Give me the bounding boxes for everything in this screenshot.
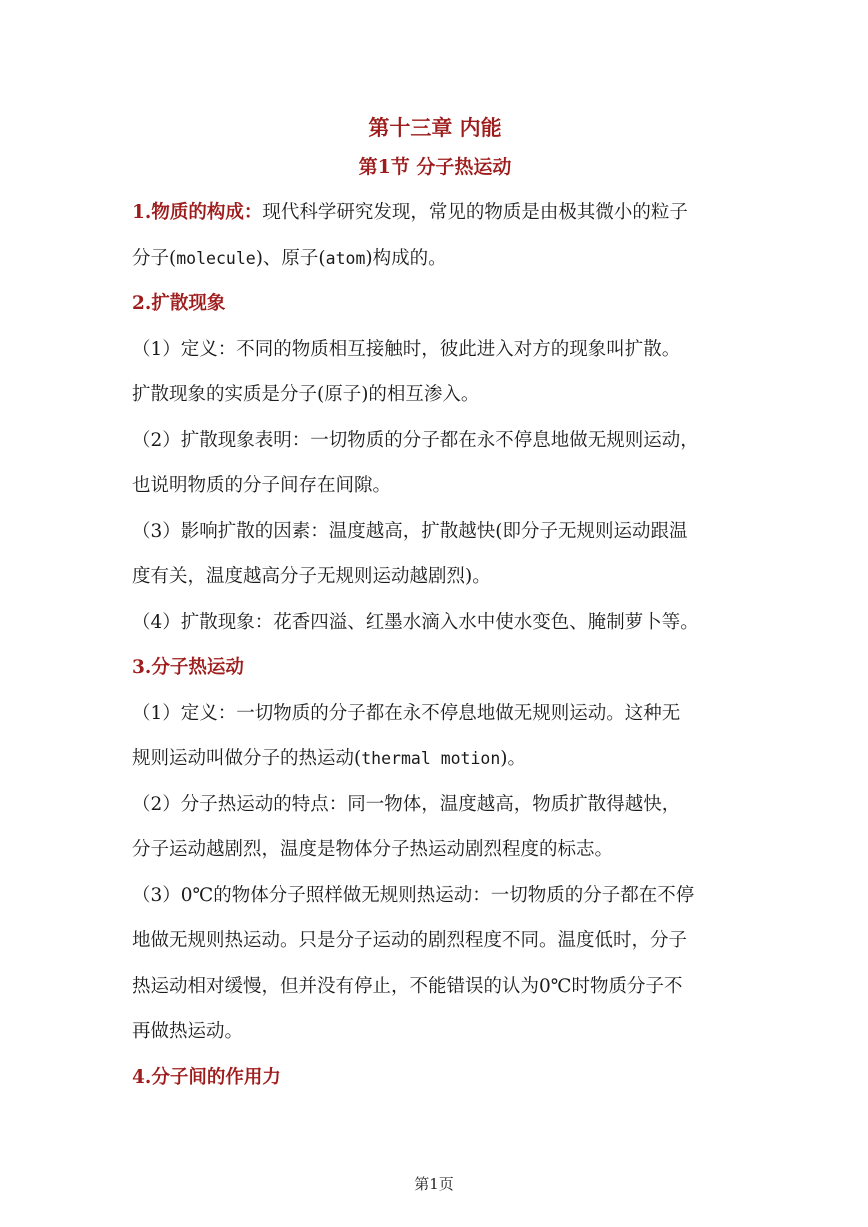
page-number: 第1页 <box>414 1175 454 1193</box>
line-text: 现代科学研究发现，常见的物质是由极其微小的粒子 <box>262 202 688 223</box>
paragraph-line: （2）分子热运动的特点：同一物体，温度越高，物质扩散得越快， <box>132 793 681 815</box>
paragraph-line <box>132 190 738 236</box>
paragraph-line: 扩散现象的实质是分子(原子)的相互渗入。 <box>132 384 480 405</box>
paragraph-line: 度有关，温度越高分子无规则运动越剧烈)。 <box>132 566 491 587</box>
term-atom: atom <box>325 248 366 268</box>
line-text: )、原子( <box>255 247 326 269</box>
line-text: )构成的。 <box>365 247 447 269</box>
paragraph-line: 再做热运动。 <box>132 1021 244 1042</box>
paragraph-line: 地做无规则热运动。只是分子运动的剧烈程度不同。温度低时，分子 <box>132 930 688 951</box>
heading-intermolecular-force: 4.分子间的作用力 <box>132 1066 281 1088</box>
paragraph-line: （1）定义：一切物质的分子都在永不停息地做无规则运动。这种无 <box>132 702 681 724</box>
paragraph-line: 分子运动越剧烈，温度是物体分子热运动剧烈程度的标志。 <box>132 839 614 860</box>
paragraph-line: （4）扩散现象：花香四溢、红墨水滴入水中使水变色、腌制萝卜等。 <box>132 611 699 633</box>
line-text: 分子( <box>132 247 177 269</box>
paragraph-line: （3）影响扩散的因素：温度越高，扩散越快(即分子无规则运动跟温 <box>132 520 688 542</box>
section-title: 第1节 分子热运动 <box>358 156 512 178</box>
document-content <box>132 112 738 1100</box>
paragraph-line <box>132 236 738 282</box>
paragraph-line: （2）扩散现象表明：一切物质的分子都在永不停息地做无规则运动， <box>132 429 699 451</box>
heading-diffusion: 2.扩散现象 <box>132 293 226 314</box>
paragraph-line <box>132 736 738 782</box>
term-thermal-motion: thermal motion <box>361 749 501 768</box>
heading-thermal-motion: 3.分子热运动 <box>132 657 244 678</box>
line-text: )。 <box>500 748 527 769</box>
paragraph-line: （3）0℃的物体分子照样做无规则热运动：一切物质的分子都在不停 <box>132 884 695 906</box>
paragraph-line: （1）定义：不同的物质相互接触时，彼此进入对方的现象叫扩散。 <box>132 338 681 360</box>
paragraph-line: 热运动相对缓慢，但并没有停止，不能错误的认为0℃时物质分子不 <box>132 975 683 997</box>
heading-matter-composition: 1.物质的构成： <box>132 202 263 223</box>
term-molecule: molecule <box>176 248 256 268</box>
line-text: 规则运动叫做分子的热运动( <box>132 748 362 769</box>
paragraph-line: 也说明物质的分子间存在间隙。 <box>132 475 392 496</box>
chapter-title: 第十三章 内能 <box>368 115 502 140</box>
